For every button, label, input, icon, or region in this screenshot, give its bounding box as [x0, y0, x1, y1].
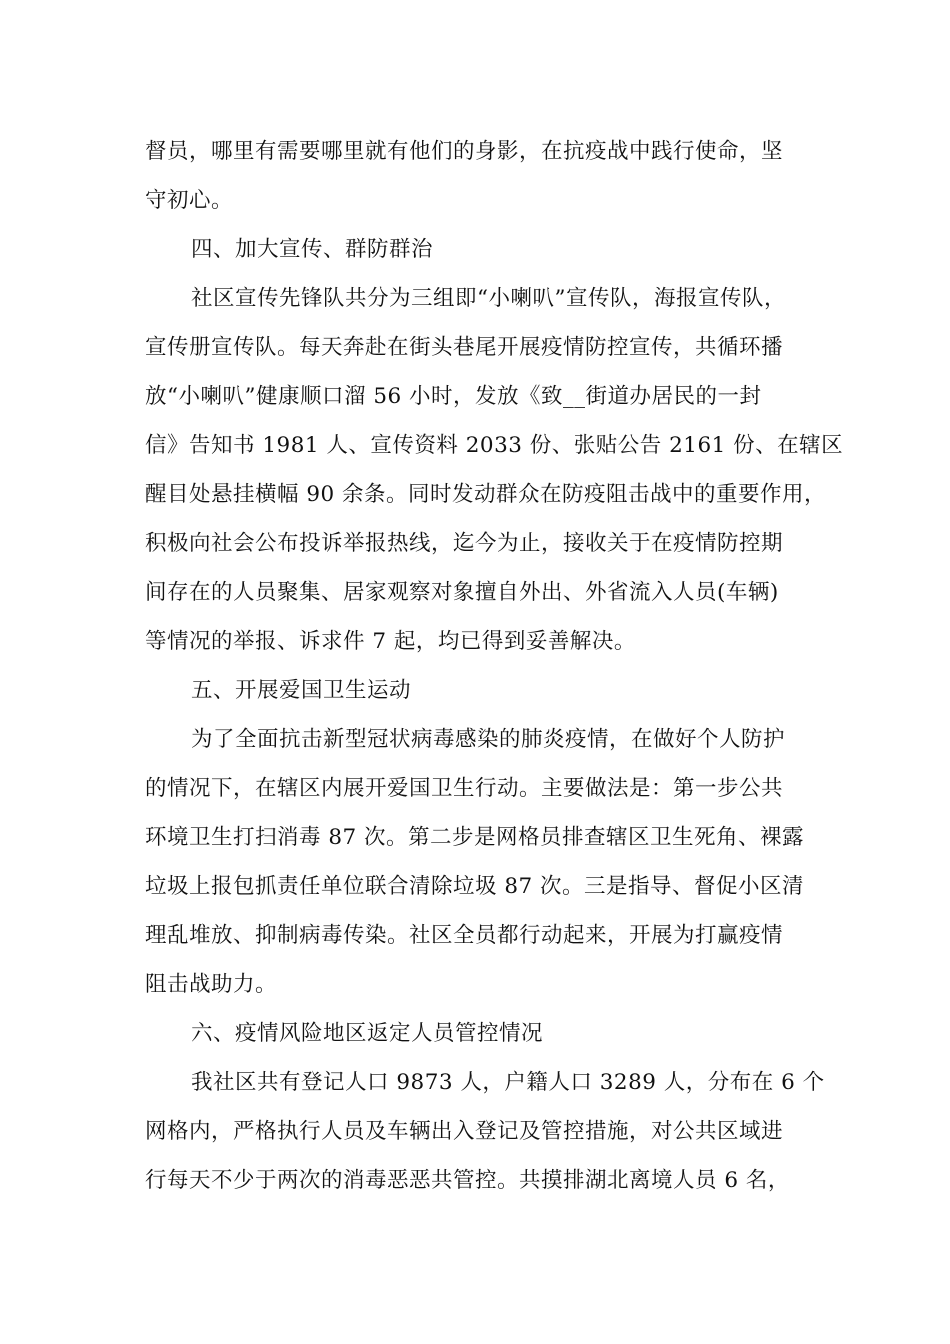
- body-line: 守初心。: [145, 188, 234, 213]
- body-line: 间存在的人员聚集、居家观察对象擅自外出、外省流入人员(车辆): [145, 580, 779, 605]
- section-heading: 四、加大宣传、群防群治: [191, 237, 434, 262]
- body-line: 信》告知书 1981 人、宣传资料 2033 份、张贴公告 2161 份、在辖区: [145, 433, 844, 458]
- body-line: 理乱堆放、抑制病毒传染。社区全员都行动起来，开展为打赢疫情: [145, 923, 784, 948]
- section-heading: 六、疫情风险地区返定人员管控情况: [191, 1021, 544, 1046]
- body-line: 为了全面抗击新型冠状病毒感染的肺炎疫情，在做好个人防护: [191, 727, 786, 752]
- body-line: 社区宣传先锋队共分为三组即“小喇叭”宣传队，海报宣传队，: [191, 286, 786, 311]
- body-line: 宣传册宣传队。每天奔赴在街头巷尾开展疫情防控宣传，共循环播: [145, 335, 784, 360]
- document-body: [145, 127, 844, 1205]
- body-line: 阻击战助力。: [145, 972, 278, 997]
- section-heading: 五、开展爱国卫生运动: [191, 678, 412, 703]
- body-line: 等情况的举报、诉求件 7 起，均已得到妥善解决。: [145, 629, 636, 654]
- body-line: 督员，哪里有需要哪里就有他们的身影，在抗疫战中践行使命，坚: [145, 139, 784, 164]
- body-line: 环境卫生打扫消毒 87 次。第二步是网格员排查辖区卫生死角、裸露: [145, 825, 805, 850]
- body-line: 醒目处悬挂横幅 90 余条。同时发动群众在防疫阻击战中的重要作用，: [145, 482, 827, 507]
- body-line: 积极向社会公布投诉举报热线，迄今为止，接收关于在疫情防控期: [145, 531, 784, 556]
- body-line: 网格内，严格执行人员及车辆出入登记及管控措施，对公共区域进: [145, 1119, 784, 1144]
- body-line: 行每天不少于两次的消毒恶恶共管控。共摸排湖北离境人员 6 名，: [145, 1168, 790, 1193]
- body-line: 的情况下，在辖区内展开爱国卫生行动。主要做法是：第一步公共: [145, 776, 784, 801]
- body-line: 我社区共有登记人口 9873 人，户籍人口 3289 人，分布在 6 个: [191, 1070, 825, 1095]
- body-line: 垃圾上报包抓责任单位联合清除垃圾 87 次。三是指导、督促小区清: [145, 874, 805, 899]
- body-line: 放“小喇叭”健康顺口溜 56 小时，发放《致__街道办居民的一封: [145, 384, 762, 409]
